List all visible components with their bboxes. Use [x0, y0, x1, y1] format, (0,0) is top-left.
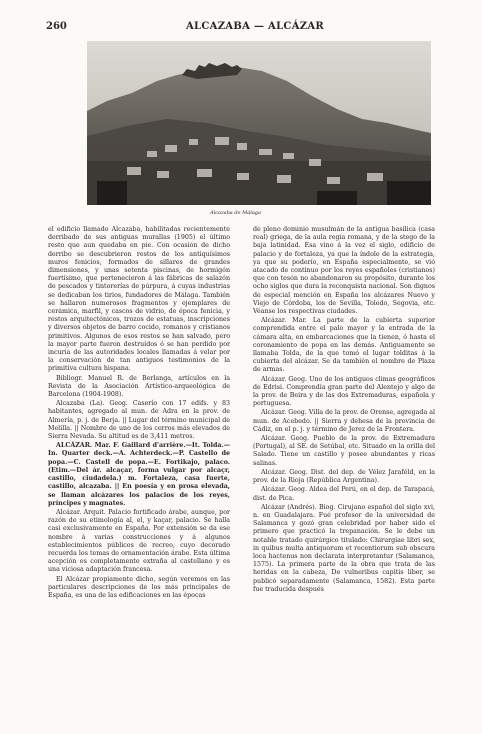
paragraph: ALCÁZAR. Mar. F. Gaillard d'arrière.—It. Tolda.—In. Quarter deck.—A. Achterdeck.—P. Castello de popa.—C. Castell de popa.—E. Fortikajo, palaco. (Etim.—Del ár. alcaçar, forma vulgar por alcaçr, castillo, ciudadela.) m. Fortaleza, casa fuerte, castillo, alcazaba. || En poesía y en prosa elevada, se llaman alcázares los palacios de los reyes, príncipes y magnates.: [48, 442, 230, 507]
paragraph: El Alcázar propiamente dicho, según veremos en las particulares descripciones de los más principales de España, es una de las edificaciones en las épocas: [48, 575, 230, 599]
alcazaba-photograph: [87, 41, 431, 205]
paragraph: Alcázar. Geog. Uno de los antiguos climas geográficos de Edrisi. Comprendía gran parte del Alentejo y algo de la prov. de Beira y de las dos Extremaduras, española y portuguesa.: [253, 375, 435, 408]
paragraph: Bibliogr. Manuel R. de Berlanga, artículos en la Revista de la Asociación Artístico-arqueológica de Barcelona (1904-1908).: [48, 374, 230, 399]
right-column: [253, 226, 435, 698]
landscape-engraving: [87, 41, 431, 205]
paragraph: Alcázar. Arquit. Palacio fortificado árabe, aunque, por razón de su etimología al, el, y kaçar, palacio. Se halla casi exclusivamente en España. Por extensión se da ese nombre á varias construcciones y á algunos establecimientos públicos de recreo, cuyo decorado recuerda los temas de ornamentación árabe. Esta última acepción es completamente extraña al castellano y es una viciosa adaptación francesa.: [48, 508, 230, 574]
paragraph: Alcázar. Geog. Dist. del dep. de Vélez Jaraféld, en la prov. de la Rioja (República Argentina).: [253, 468, 435, 485]
paragraph: Alcázar. Geog. Villa de la prov. de Orense, agregada al mun. de Acebedo. || Sierra y dehesa de la provincia de Cádiz, en el p. j. y término de Jerez de la Frontera.: [253, 409, 435, 433]
running-head: ALCAZABA — ALCÁZAR: [186, 21, 325, 32]
page-header: [46, 21, 432, 35]
paragraph: el edificio llamado Alcazaba, habilitadas recientemente derribado de sus antiguas murallas (1905) el último resto que aun quedaba en pie. Con ocasión de dicho derribo se descubrieron restos de los antiquísimos muros fenicios, formados de sillares de grandes dimensiones, y unas setenta piscinas, de hormigón fuertísimo, que pertenecieron á las fábricas de salazón de pescados y tintorerías de púrpura, á cuyas industrias se dedicaban los tirios, fundadores de Málaga. También se hallaron numerosos fragmentos y ejemplares de cerámica, marfil, y cascos de vidrio, de época fenicia, y restos arquitectónicos, trozos de estatuas, inscripciones y diversos objetos de barro cocido, romanos y cristianos primitivos. Algunos de esos restos se han salvado, pero la mayor parte fueron destruídos ó se han perdido por incuria de las autoridades locales llamadas á velar por la conservación de tan antiguos testimonios de la primitiva cultura hispana.: [48, 226, 230, 373]
figure-caption: Alcazaba de Málaga: [210, 210, 261, 216]
paragraph: Alcázar. Geog. Pueblo de la prov. de Extremadura (Portugal), al SE. de Setúbal, etc. Situado en la orilla del Salado. Tiene un castillo y posee abundantes y ricas salinas.: [253, 435, 435, 467]
paragraph: Alcázar. Geog. Aldea del Perú, en el dep. de Tarapacá, dist. de Pica.: [253, 486, 435, 502]
paragraph: de pleno dominio musulmán de la antigua basílica (casa real) griega, de la aula regia romana, y de la stego de la baja latinidad. Esa vino á la vez el siglo, edificio de palacio y de fortaleza, ya que la índole de la estrategia, ya que su poderío, en España especialmente, se vió atacado de continuo por los reyes españoles (cristianos) que con tesón no abandonaron su propósito, durante los ocho siglos que dura la reconquista nacional. Son dignos de especial mención en España los alcázares Nuevo y Viejo de Córdoba, los de Sevilla, Toledo, Segovia, etc. Véanse los respectivas ciudades.: [253, 226, 435, 316]
paragraph: Alcazaba (La). Geog. Caserío con 17 edifs. y 83 habitantes, agregado al mun. de Adra en la prov. de Almería, p. j. de Berja. || Lugar del término municipal de Melilla. || Nombre de uno de los cerros más elevados de Sierra Nevada. Su altitud es de 3,411 metros.: [48, 400, 230, 441]
left-column: [48, 226, 230, 698]
paragraph: Alcázar. Mar. La parte de la cubierta superior comprendida entre el palo mayor y la entrada de la cámara alta, en embarcaciones que la tienen, ó hasta el coronamiento de popa en las demás. Antiguamente se llamaba Tolda, de la que tomó el lugar tolditas á la cubierta del alcázar. Se da también el nombre de Plaza de armas.: [253, 317, 435, 374]
page-number: 260: [46, 21, 67, 32]
paragraph: Alcázar (Andrés). Biog. Cirujano español del siglo xvi, n. en Guadalajara. Fué profesor de la universidad de Salamanca y gozó gran celebridad por haber sido el primero que practicó la trepanación. Se le debe un notable tratado quirúrgico titulado: Chirurgiae libri sex, in quibus multa antiquorum et recentiorum sub obscura loca hactenus non declarata interpretantur (Salamanca, 1575). La primera parte de la obra que trata de las heridas en la cabeza, De vulneribus capitis liber, se publicó separadamente (Salamanca, 1582). Esta parte fue traducida después: [253, 503, 435, 593]
